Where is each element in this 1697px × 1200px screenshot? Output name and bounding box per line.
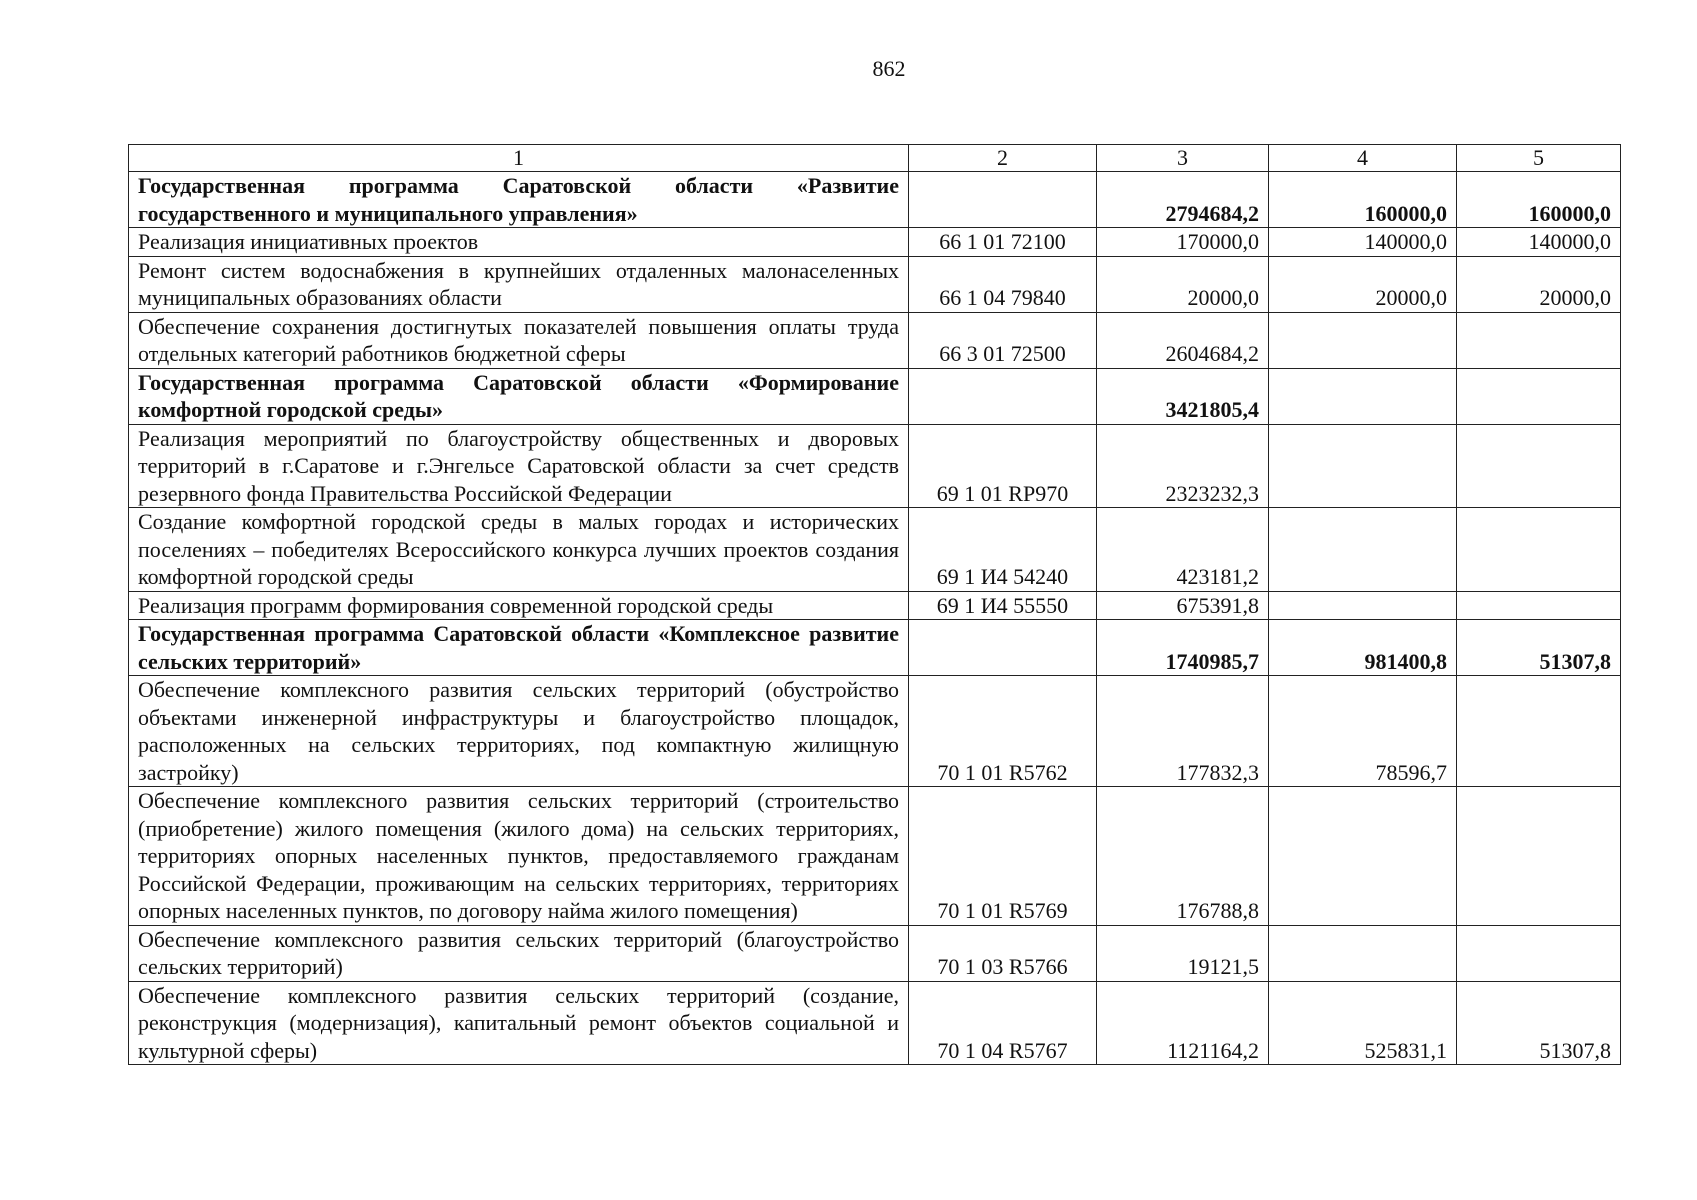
row-value-4-cell (1269, 508, 1457, 592)
row-code-cell (909, 368, 1097, 424)
row-code-cell: 66 3 01 72500 (909, 312, 1097, 368)
row-value-5-cell: 140000,0 (1457, 228, 1621, 257)
row-value-5-cell (1457, 787, 1621, 926)
table-row (129, 787, 1621, 926)
column-header-5: 5 (1457, 145, 1621, 172)
row-code-cell: 69 1 01 RP970 (909, 424, 1097, 508)
row-value-5-cell (1457, 676, 1621, 787)
row-value-4-cell: 160000,0 (1269, 172, 1457, 228)
row-code-cell: 70 1 03 R5766 (909, 925, 1097, 981)
row-value-5-cell (1457, 312, 1621, 368)
row-value-5-cell (1457, 925, 1621, 981)
table-row (129, 591, 1621, 620)
budget-table-body (129, 145, 1621, 1065)
row-code-cell: 66 1 01 72100 (909, 228, 1097, 257)
program-row (129, 172, 1621, 228)
row-value-4-cell: 140000,0 (1269, 228, 1457, 257)
row-value-4-cell (1269, 925, 1457, 981)
column-header-3: 3 (1097, 145, 1269, 172)
row-code-cell: 69 1 И4 54240 (909, 508, 1097, 592)
row-name-cell: Реализация инициативных проектов (129, 228, 909, 257)
row-value-5-cell: 51307,8 (1457, 620, 1621, 676)
row-value-3-cell: 2794684,2 (1097, 172, 1269, 228)
row-name-cell: Обеспечение сохранения достигнутых показателей повышения оплаты труда отдельных категорий работников бюджетной сферы (129, 312, 909, 368)
budget-table (128, 144, 1621, 1065)
table-row (129, 256, 1621, 312)
row-value-4-cell (1269, 591, 1457, 620)
table-row (129, 424, 1621, 508)
row-code-cell: 69 1 И4 55550 (909, 591, 1097, 620)
row-name-cell: Государственная программа Саратовской области «Комплексное развитие сельских территорий» (129, 620, 909, 676)
column-header-2: 2 (909, 145, 1097, 172)
row-name-cell: Создание комфортной городской среды в малых городах и исторических поселениях – победителях Всероссийского конкурса лучших проектов создания комфортной городской среды (129, 508, 909, 592)
row-value-3-cell: 176788,8 (1097, 787, 1269, 926)
row-value-3-cell: 20000,0 (1097, 256, 1269, 312)
row-value-4-cell (1269, 368, 1457, 424)
row-value-5-cell (1457, 591, 1621, 620)
row-value-4-cell: 525831,1 (1269, 981, 1457, 1065)
row-value-3-cell: 1740985,7 (1097, 620, 1269, 676)
row-name-cell: Обеспечение комплексного развития сельских территорий (создание, реконструкция (модернизация), капитальный ремонт объектов социальной и культурной сферы) (129, 981, 909, 1065)
row-name-cell: Ремонт систем водоснабжения в крупнейших отдаленных малонаселенных муниципальных образованиях области (129, 256, 909, 312)
row-name-cell: Государственная программа Саратовской области «Развитие государственного и муниципального управления» (129, 172, 909, 228)
row-name-cell: Обеспечение комплексного развития сельских территорий (благоустройство сельских территорий) (129, 925, 909, 981)
row-name-cell: Обеспечение комплексного развития сельских территорий (строительство (приобретение) жилого помещения (жилого дома) на сельских территориях, территориях опорных населенных пунктов, предоставляемого гражданам Российской Федерации, проживающим на сельских территориях, территориях опорных населенных пунктов, по договору найма жилого помещения) (129, 787, 909, 926)
row-name-cell: Реализация программ формирования современной городской среды (129, 591, 909, 620)
row-value-4-cell: 20000,0 (1269, 256, 1457, 312)
row-value-3-cell: 1121164,2 (1097, 981, 1269, 1065)
row-code-cell: 70 1 01 R5769 (909, 787, 1097, 926)
table-row (129, 312, 1621, 368)
row-value-4-cell (1269, 312, 1457, 368)
row-value-5-cell: 51307,8 (1457, 981, 1621, 1065)
table-row (129, 925, 1621, 981)
row-value-3-cell: 170000,0 (1097, 228, 1269, 257)
row-name-cell: Обеспечение комплексного развития сельских территорий (обустройство объектами инженерной инфраструктуры и благоустройство площадок, расположенных на сельских территориях, под компактную жилищную застройку) (129, 676, 909, 787)
row-value-3-cell: 19121,5 (1097, 925, 1269, 981)
table-row (129, 676, 1621, 787)
row-value-3-cell: 423181,2 (1097, 508, 1269, 592)
row-value-3-cell: 675391,8 (1097, 591, 1269, 620)
row-name-cell: Реализация мероприятий по благоустройству общественных и дворовых территорий в г.Саратове и г.Энгельсе Саратовской области за счет средств резервного фонда Правительства Российской Федерации (129, 424, 909, 508)
column-header-4: 4 (1269, 145, 1457, 172)
row-value-4-cell (1269, 787, 1457, 926)
row-value-3-cell: 2604684,2 (1097, 312, 1269, 368)
program-row (129, 620, 1621, 676)
row-value-4-cell: 981400,8 (1269, 620, 1457, 676)
row-value-5-cell: 20000,0 (1457, 256, 1621, 312)
row-value-5-cell (1457, 508, 1621, 592)
row-value-5-cell (1457, 424, 1621, 508)
row-value-3-cell: 2323232,3 (1097, 424, 1269, 508)
page-number: 862 (872, 56, 906, 81)
column-header-1: 1 (129, 145, 909, 172)
table-row (129, 228, 1621, 257)
row-value-5-cell (1457, 368, 1621, 424)
row-code-cell (909, 172, 1097, 228)
row-value-4-cell (1269, 424, 1457, 508)
row-code-cell: 70 1 04 R5767 (909, 981, 1097, 1065)
table-row (129, 508, 1621, 592)
row-value-3-cell: 3421805,4 (1097, 368, 1269, 424)
row-value-4-cell: 78596,7 (1269, 676, 1457, 787)
table-header-row (129, 145, 1621, 172)
program-row (129, 368, 1621, 424)
row-name-cell: Государственная программа Саратовской области «Формирование комфортной городской среды» (129, 368, 909, 424)
row-value-5-cell: 160000,0 (1457, 172, 1621, 228)
row-value-3-cell: 177832,3 (1097, 676, 1269, 787)
row-code-cell: 66 1 04 79840 (909, 256, 1097, 312)
row-code-cell: 70 1 01 R5762 (909, 676, 1097, 787)
row-code-cell (909, 620, 1097, 676)
table-row (129, 981, 1621, 1065)
